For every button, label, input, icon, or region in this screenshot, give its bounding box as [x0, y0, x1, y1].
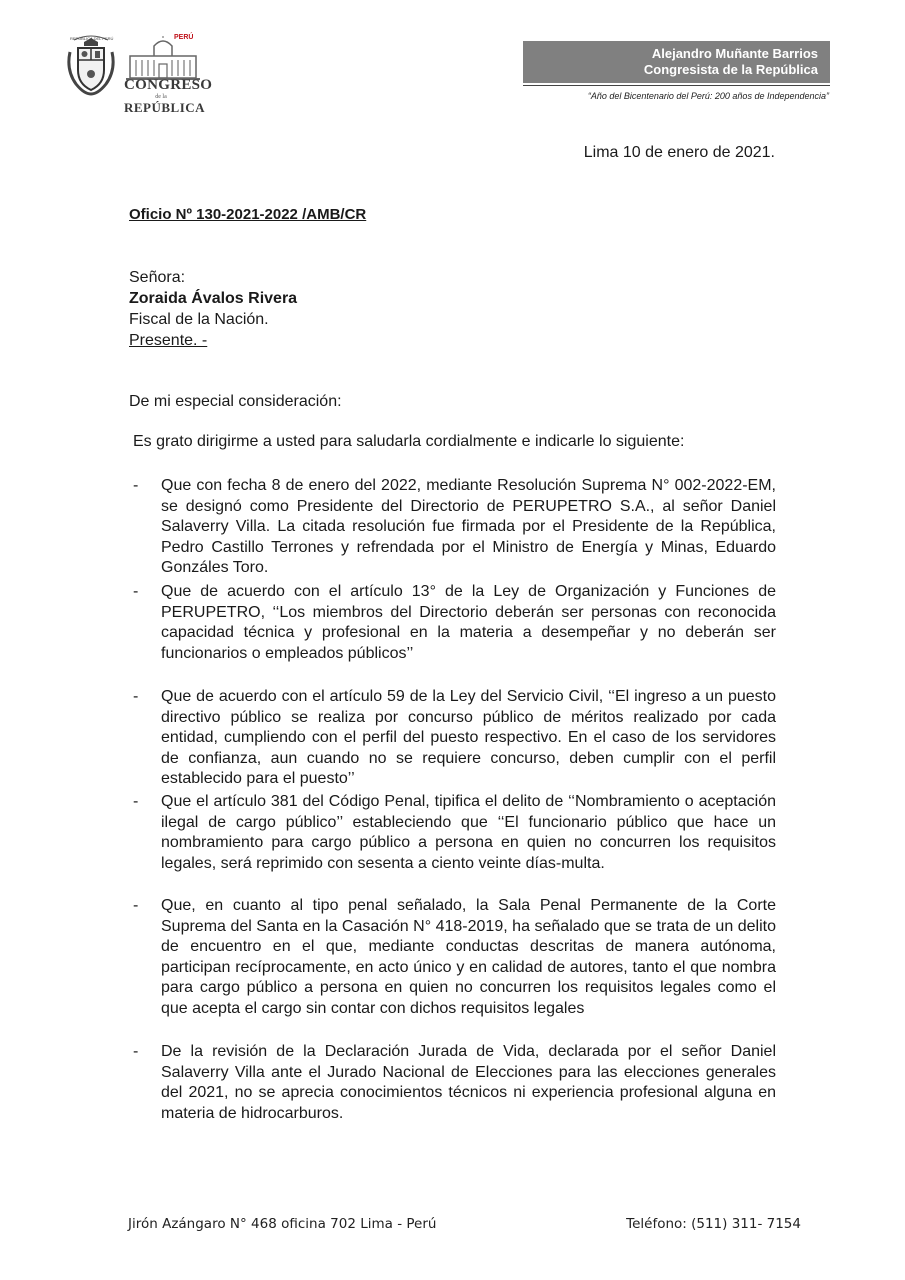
- bullet-marker: -: [133, 897, 139, 914]
- list-item: [129, 1042, 776, 1124]
- institution-line1: CONGRESO: [124, 77, 213, 93]
- institution-line3: REPÚBLICA: [124, 100, 206, 115]
- list-item: [129, 792, 776, 874]
- list-item-text: Que, en cuanto al tipo penal señalado, la Sala Penal Permanente de la Corte Suprema del Santa en la Casación N° 418-2019, ha señalado que se trata de un delito de encuentro en el que, mediante conductas descritas de manera autónoma, participan recíprocamente, en acto único y en calidad de autores, tanto el que nombra para cargo público a persona en quien no concurren los requisitos legales como el que acepta el cargo sin contar con dichos requisitos legales: [161, 897, 776, 1017]
- bullet-marker: -: [133, 583, 139, 600]
- sender-name: Alejandro Muñante Barrios: [651, 46, 818, 61]
- list-item-text: Que con fecha 8 de enero del 2022, mediante Resolución Suprema N° 002-2022-EM, se designó como Presidente del Directorio de PERUPETRO S.A., al señor Daniel Salaverry Villa. La citada resolución fue firmada por el Presidente de la República, Pedro Castillo Terrones y refrendada por el Ministro de Energía y Minas, Eduardo Gonzáles Toro.: [161, 477, 776, 576]
- letter-date: Lima 10 de enero de 2021.: [583, 144, 775, 161]
- list-item: [129, 476, 776, 579]
- salutation: Señora:: [129, 269, 186, 286]
- recipient-title: Fiscal de la Nación.: [129, 311, 269, 328]
- addressee-block: [129, 267, 297, 351]
- footer-phone: Teléfono: (511) 311- 7154: [626, 1216, 801, 1232]
- list-item: [129, 896, 776, 1019]
- list-item: [129, 687, 776, 790]
- list-item: [129, 582, 776, 664]
- list-item-text: Que de acuerdo con el artículo 59 de la Ley del Servicio Civil, ‘‘El ingreso a un puesto directivo público se realiza por concurso público de méritos realizado por cada entidad, cumpliendo con el perfil del puesto respectivo. En el caso de los servidores de confianza, aun cuando no se requiere concurso, deben cumplir con el perfil establecido para el puesto’’: [161, 688, 776, 787]
- congress-building-icon: [124, 36, 202, 80]
- presente-line: Presente. -: [129, 332, 208, 349]
- bullet-marker: -: [133, 1043, 139, 1060]
- greeting: De mi especial consideración:: [129, 393, 342, 410]
- year-motto: “Año del Bicentenario del Perú: 200 años de Independencia”: [587, 91, 829, 101]
- letter-reference: Oficio Nº 130-2021-2022 /AMB/CR: [129, 206, 367, 223]
- bullet-marker: -: [133, 793, 139, 810]
- list-item-text: De la revisión de la Declaración Jurada de Vida, declarada por el señor Daniel Salaverry Villa ante el Jurado Nacional de Elecciones para las elecciones generales del 2021, no se aprecia conocimientos técnicos ni experiencia profesional alguna en materia de hidrocarburos.: [161, 1043, 776, 1122]
- institution-line2: de la: [155, 94, 167, 100]
- list-item-text: Que el artículo 381 del Código Penal, tipifica el delito de ‘‘Nombramiento o aceptación ilegal de cargo público’’ estableciendo que ‘‘El funcionario público que hace un nombramiento para cargo público a persona en quien no concurren los requisitos legales, será reprimido con sesenta a ciento veinte días-multa.: [161, 793, 776, 872]
- recipient-name: Zoraida Ávalos Rivera: [129, 290, 298, 307]
- coat-of-arms-icon: [66, 34, 116, 100]
- sender-title: Congresista de la República: [643, 62, 818, 77]
- peru-tag: PERÚ: [174, 34, 194, 41]
- list-item-text: Que de acuerdo con el artículo 13° de la Ley de Organización y Funciones de PERUPETRO, ‘‘Los miembros del Directorio deberán ser personas con reconocida capacidad técnica y profesional en la materia a desempeñar y no deberán ser funcionarios o empleados públicos’’: [161, 583, 776, 662]
- footer-address: Jirón Azángaro N° 468 oficina 702 Lima - Perú: [128, 1216, 437, 1232]
- header-logos: [66, 34, 213, 115]
- header-divider: [523, 85, 830, 86]
- bullet-marker: -: [133, 688, 139, 705]
- bullet-marker: -: [133, 477, 139, 494]
- seal-caption: REPÚBLICA DEL PERÚ: [70, 36, 114, 41]
- institution-wordmark: [124, 78, 214, 114]
- intro-paragraph: Es grato dirigirme a usted para saludarla cordialmente e indicarle lo siguiente:: [133, 433, 685, 450]
- sender-box: [523, 41, 830, 83]
